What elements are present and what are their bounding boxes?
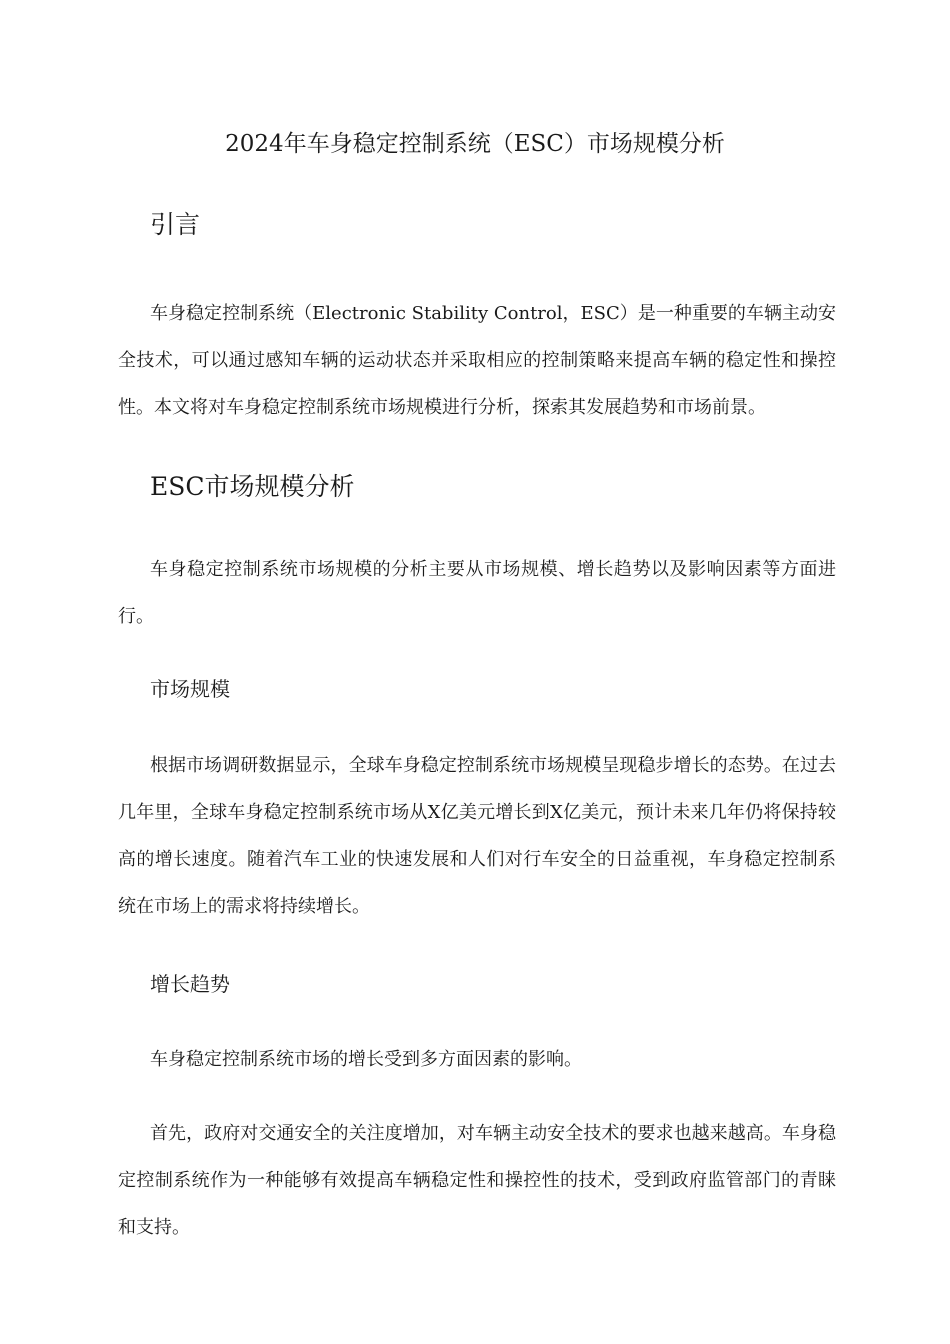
paragraph-government-attention: 首先，政府对交通安全的关注度增加，对车辆主动安全技术的要求也越来越高。车身稳定控制系统作为一种能够有效提高车辆稳定性和操控性的技术，受到政府监管部门的青睐和支持。	[118, 1123, 836, 1238]
document-title: 2024年车身稳定控制系统（ESC）市场规模分析	[225, 131, 725, 157]
paragraph-introduction: 车身稳定控制系统（Electronic Stability Control，ESC）是一种重要的车辆主动安全技术，可以通过感知车辆的运动状态并采取相应的控制策略来提高车辆的稳定性和操控性。本文将对车身稳定控制系统市场规模进行分析，探索其发展趋势和市场前景。	[118, 303, 836, 418]
heading-growth-trend: 增长趋势	[150, 972, 230, 996]
paragraph-market-size: 根据市场调研数据显示，全球车身稳定控制系统市场规模呈现稳步增长的态势。在过去几年里，全球车身稳定控制系统市场从X亿美元增长到X亿美元，预计未来几年仍将保持较高的增长速度。随着汽车工业的快速发展和人们对行车安全的日益重视，车身稳定控制系统在市场上的需求将持续增长。	[118, 755, 836, 917]
paragraph-analysis-overview: 车身稳定控制系统市场规模的分析主要从市场规模、增长趋势以及影响因素等方面进行。	[118, 559, 836, 627]
heading-esc-market-analysis: ESC市场规模分析	[150, 472, 355, 501]
paragraph-growth-factors: 车身稳定控制系统市场的增长受到多方面因素的影响。	[150, 1049, 582, 1070]
heading-market-size: 市场规模	[150, 677, 230, 701]
heading-introduction: 引言	[150, 210, 201, 239]
